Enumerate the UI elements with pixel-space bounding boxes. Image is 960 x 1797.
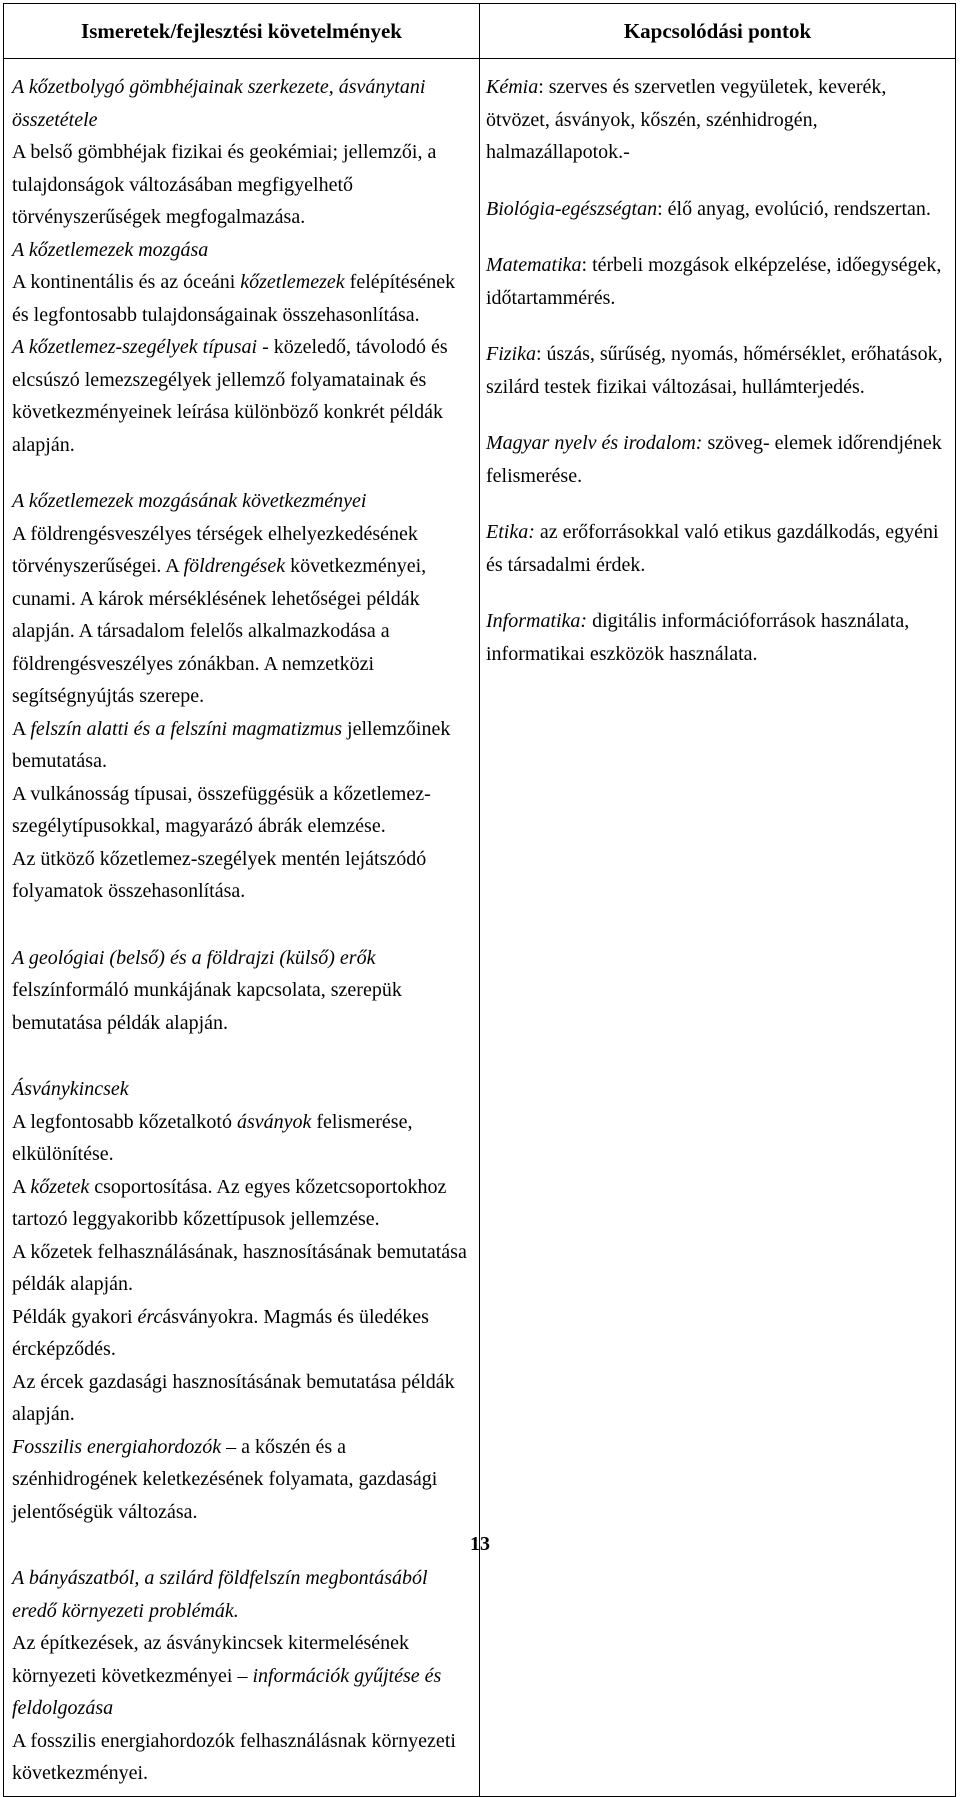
header-connections: Kapcsolódási pontok <box>480 4 956 59</box>
block-mining: A bányászatból, a szilárd földfelszín megbontásából eredő környezeti problémák. Az építkezések, az ásványkincsek kitermelésének környezeti következményei – információk gyűjtése és feldolgozása A fosszilis energiahordozók felhasználásnak környezeti következményei. <box>12 1567 456 1784</box>
conn-math: Matematika: térbeli mozgások elképzelése, időegységek, időtartammérés. <box>486 254 942 309</box>
conn-ethics: Etika: az erőforrásokkal való etikus gazdálkodás, egyéni és társadalmi érdek. <box>486 521 939 576</box>
conn-chemistry: Kémia: szerves és szervetlen vegyületek, keverék, ötvözet, ásványok, kőszén, szénhidrogén, halmazállapotok.- <box>486 76 887 163</box>
conn-literature: Magyar nyelv és irodalom: szöveg- elemek időrendjének felismerése. <box>486 432 942 487</box>
block-structure: A kőzetbolygó gömbhéjainak szerkezete, ásványtani összetétele A belső gömbhéjak fizikai és geokémiai; jellemzői, a tulajdonságok változásában megfigyelhető törvényszerűségek megfogalmazása. <box>12 76 437 228</box>
table-header-row <box>4 4 956 59</box>
page-number: 13 <box>470 1533 490 1555</box>
block-plate-movement: A kőzetlemezek mozgása A kontinentális és az óceáni kőzetlemezek felépítésének és legfontosabb tulajdonságainak összehasonlítása. A kőzetlemez-szegélyek típusai - közeledő, távolodó és elcsúszó lemezszegélyek jellemző folyamatainak és következményeinek leírása különböző konkrét példák alapján. <box>12 238 456 456</box>
block-forces: A geológiai (belső) és a földrajzi (külső) erők felszínformáló munkájának kapcsolata, szerepük bemutatása példák alapján. <box>12 946 402 1034</box>
conn-informatics: Informatika: digitális információforrások használata, informatikai eszközök használata. <box>486 610 910 665</box>
header-requirements: Ismeretek/fejlesztési követelmények <box>4 4 480 59</box>
conn-physics: Fizika: úszás, sűrűség, nyomás, hőmérséklet, erőhatások, szilárd testek fizikai változásai, hullámterjedés. <box>486 343 943 398</box>
conn-biology: Biológia-egészségtan: élő anyag, evolúció, rendszertan. <box>486 197 931 220</box>
block-minerals: Ásványkincsek A legfontosabb kőzetalkotó ásványok felismerése, elkülönítése. A kőzetek csoportosítása. Az egyes kőzetcsoportokhoz tartozó leggyakoribb kőzettípusok jellemzése. A kőzetek felhasználásának, hasznosításának bemutatása példák alapján. Példák gyakori ércásványokra. Magmás és üledékes ércképződés. Az ércek gazdasági hasznosításának bemutatása példák alapján. Fosszilis energiahordozók – a kőszén és a szénhidrogének keletkezésének folyamata, gazdasági jelentőségük változása. <box>12 1078 467 1523</box>
curriculum-table <box>3 3 956 1797</box>
block-plate-consequences: A kőzetlemezek mozgásának következményei A földrengésveszélyes térségek elhelyezkedésének törvényszerűségei. A földrengések következményei, cunami. A károk mérséklésének lehetőségei példák alapján. A társadalom felelős alkalmazkodása a földrengésveszélyes zónákban. A nemzetközi segítségnyújtás szerepe. A felszín alatti és a felszíni magmatizmus jellemzőinek bemutatása. A vulkánosság típusai, összefüggésük a kőzetlemez-szegélytípusokkal, magyarázó ábrák elemzése. Az ütköző kőzetlemez-szegélyek mentén lejátszódó folyamatok összehasonlítása. <box>12 490 451 902</box>
